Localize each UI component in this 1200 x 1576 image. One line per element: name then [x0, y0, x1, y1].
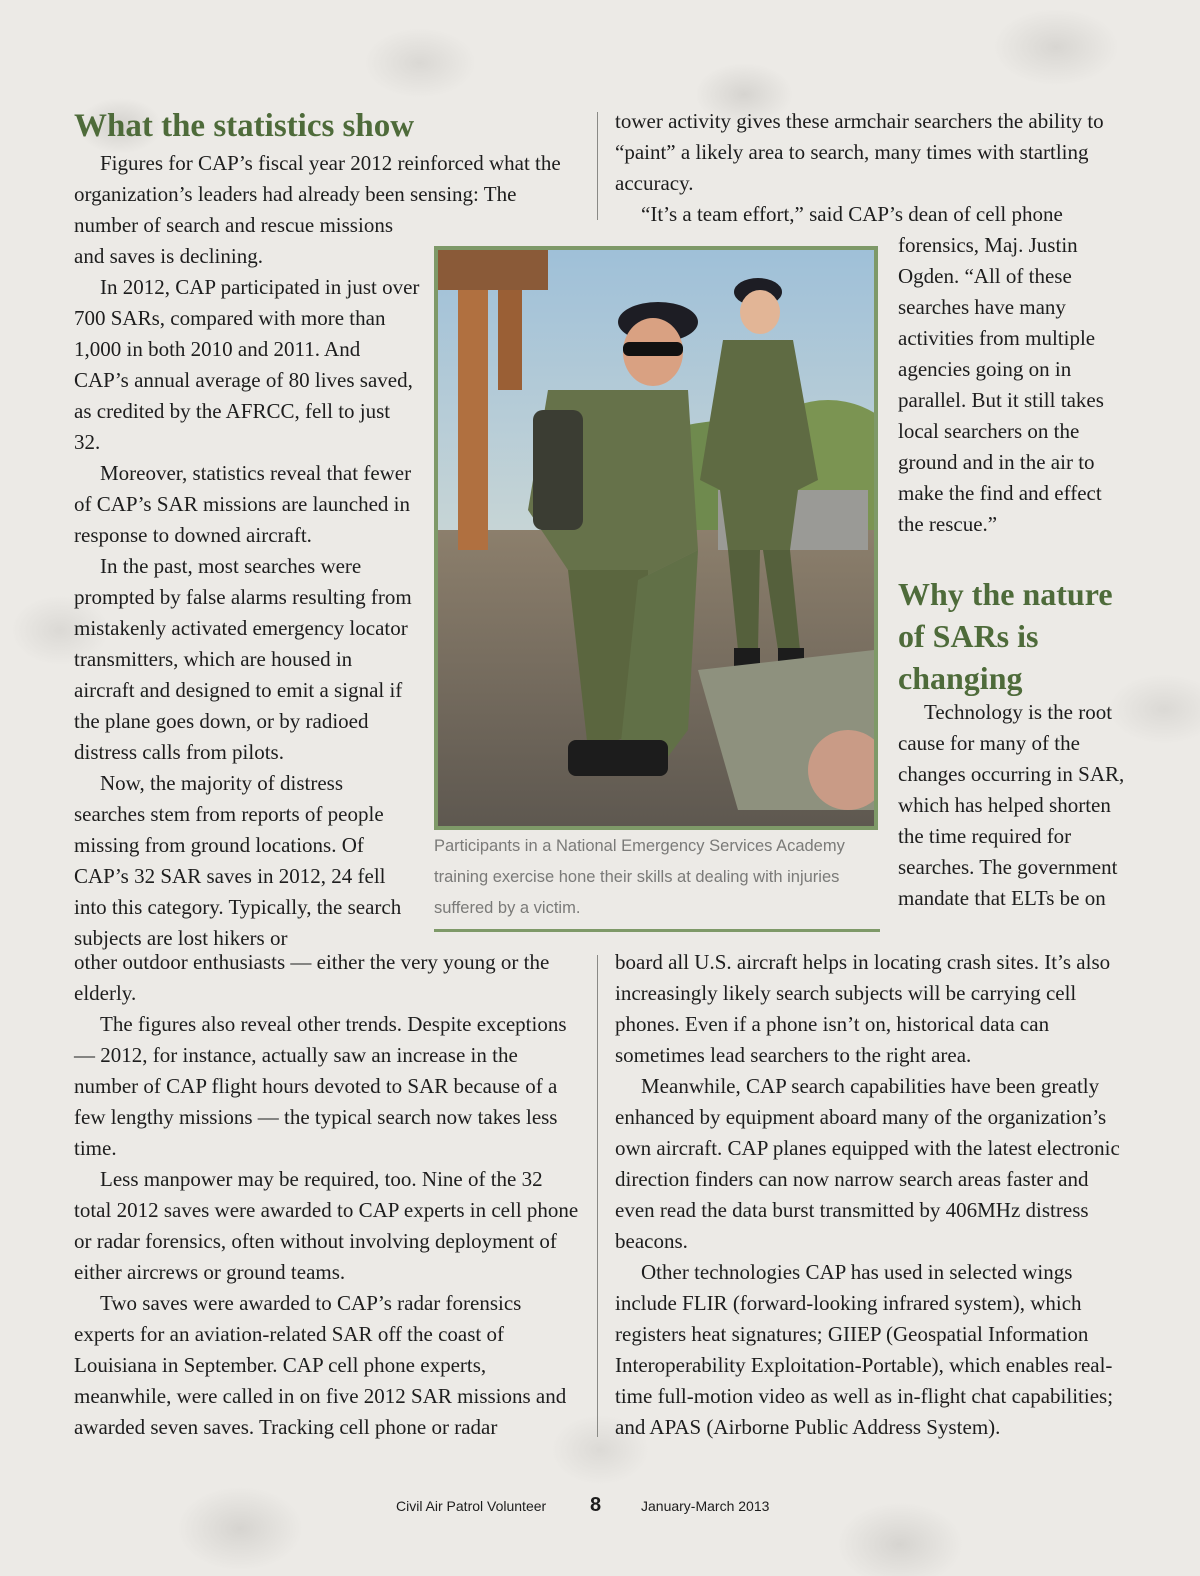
- paragraph: Less manpower may be required, too. Nine of the 32 total 2012 saves were awarded to CAP experts in cell phone or radar forensics, often without involving deployment of either aircrews or ground teams.: [74, 1167, 579, 1284]
- caption-divider: [434, 929, 880, 932]
- paragraph: Now, the majority of distress searches stem from reports of people missing from ground locations. Of CAP’s 32 SAR saves in 2012, 24 fell into this category. Typically, the search subjects are lost hikers or: [74, 771, 402, 950]
- photo-caption: Participants in a National Emergency Services Academy training exercise hone their skills at dealing with injuries suffered by a victim.: [434, 837, 845, 917]
- section-heading-nature: Why the nature of SARs is changing: [898, 576, 1113, 696]
- footer-issue: January-March 2013: [641, 1498, 770, 1514]
- right-column-bottom: [615, 947, 1125, 1443]
- paragraph: Two saves were awarded to CAP’s radar forensics experts for an aviation-related SAR off the coast of Louisiana in September. CAP cell phone experts, meanwhile, were called in on five 2012 SAR missions and awarded seven saves. Tracking cell phone or radar: [74, 1291, 567, 1439]
- photo-illustration: [438, 250, 874, 826]
- left-column-narrow: [74, 210, 420, 954]
- paragraph: Figures for CAP’s fiscal year 2012 reinforced what the organization’s leaders had already been sensing: The: [74, 151, 561, 206]
- left-column-top: [74, 148, 579, 210]
- section-heading-statistics: What the statistics show: [74, 108, 415, 144]
- paragraph: Meanwhile, CAP search capabilities have been greatly enhanced by equipment aboard many of the organization’s own aircraft. CAP planes equipped with the latest electronic direction finders can now narrow search areas faster and even read the data burst transmitted by 406MHz distress beacons.: [615, 1074, 1120, 1253]
- paragraph: Technology is the root cause for many of the changes occurring in SAR, which has helped shorten the time required for searches. The government mandate that ELTs be on: [898, 700, 1125, 910]
- right-column-narrow-2: [898, 697, 1126, 914]
- paragraph: In the past, most searches were prompted by false alarms resulting from mistakenly activated emergency locator transmitters, which are housed in aircraft and designed to emit a signal if the plane goes down, or by radioed distress calls from pilots.: [74, 554, 412, 764]
- column-divider-top: [597, 112, 598, 220]
- left-column-bottom: [74, 947, 584, 1443]
- right-column-narrow: [898, 230, 1123, 540]
- paragraph: other outdoor enthusiasts — either the very young or the elderly.: [74, 950, 550, 1005]
- paragraph: “It’s a team effort,” said CAP’s dean of cell phone: [641, 202, 1063, 226]
- paragraph: tower activity gives these armchair searchers the ability to “paint” a likely area to search, many times with startling accuracy.: [615, 109, 1104, 195]
- page-number: 8: [590, 1494, 602, 1516]
- paragraph: board all U.S. aircraft helps in locating crash sites. It’s also increasingly likely search subjects will be carrying cell phones. Even if a phone isn’t on, historical data can sometimes lead searchers to the right area.: [615, 950, 1111, 1067]
- paragraph: forensics, Maj. Justin Ogden. “All of these searches have many activities from multiple agencies going on in parallel. But it still takes local searchers on the ground and in the air to make the find and effect the rescue.”: [898, 233, 1104, 536]
- paragraph: Other technologies CAP has used in selected wings include FLIR (forward-looking infrared system), which registers heat signatures; GIIEP (Geospatial Information Interoperability Exploitation-Portable), which enables real-time full-motion video as well as in-flight chat capabilities; and APAS (Airborne Public Address System).: [615, 1260, 1114, 1439]
- right-column-top: [615, 106, 1115, 230]
- paragraph: Moreover, statistics reveal that fewer of CAP’s SAR missions are launched in response to downed aircraft.: [74, 461, 412, 547]
- paragraph: In 2012, CAP participated in just over 700 SARs, compared with more than 1,000 in both 2010 and 2011. And CAP’s annual average of 80 lives saved, as credited by the AFRCC, fell to just 32.: [74, 275, 420, 454]
- paragraph: The figures also reveal other trends. Despite exceptions — 2012, for instance, actually saw an increase in the number of CAP flight hours devoted to SAR because of a few lengthy missions — the typical search now takes less time.: [74, 1012, 567, 1160]
- footer-publication: Civil Air Patrol Volunteer: [396, 1498, 547, 1514]
- photo-training-exercise: [434, 246, 878, 830]
- column-divider-bottom: [597, 955, 598, 1437]
- paragraph: number of search and rescue missions and saves is declining.: [74, 213, 393, 268]
